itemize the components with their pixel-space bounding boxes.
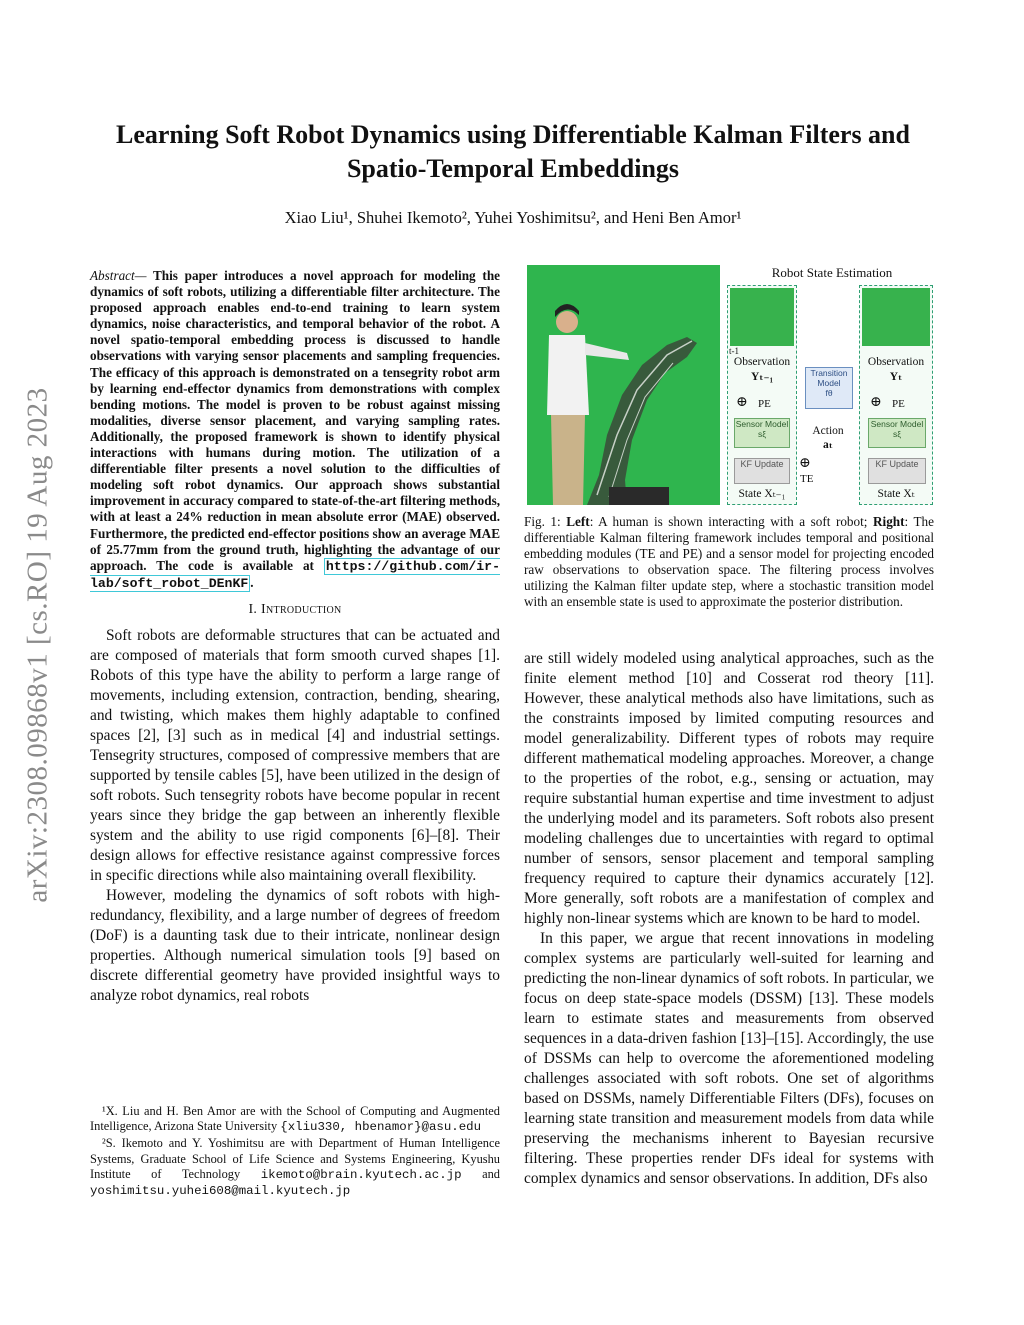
section-heading-introduction (90, 602, 500, 618)
abstract (90, 268, 500, 592)
thumbnail-prev (730, 288, 794, 346)
transition-model (805, 367, 853, 409)
action-label: Action (812, 425, 844, 437)
footnote-2 (90, 1136, 500, 1199)
transition-model-text: Transition Model (810, 368, 848, 388)
caption-part-1: : A human is shown interacting with a soft robot; (589, 514, 873, 529)
y-cur-label: Yₜ (889, 371, 903, 383)
abstract-text: This paper introduces a novel approach for modeling the dynamics of soft robots, utilizing a differentiable filter architecture. The proposed approach enables end-to-end training to learn system dynamics, noise characteristics, and temporal behavior of the robot. A novel spatio-temporal embedding process is discussed to handle observations with varying sensor placements and sampling frequencies. The efficacy of this approach is demonstrated on a tensegrity robot arm by learning end-effector dynamics from demonstrations with complex bending motions. The model is proven to be robust against missing modalities, diverse sensor placement, and varying sampling rates. Additionally, the proposed framework is shown to identify physical interactions with humans during motion. The utilization of a differentiable filter presents a novel solution to the difficulties of modeling soft robot dynamics. Our approach shows substantial improvement in accuracy compared to state-of-the-art filtering methods, with at least a 24% reduction in mean absolute error (MAE) observed. Furthermore, the predicted end-effector positions show an average MAE of 25.77mm from the ground truth, highlighting the advantage of our approach. The code is available at (90, 268, 500, 573)
author-list: Xiao Liu¹, Shuhei Ikemoto², Yuhei Yoshimitsu², and Heni Ben Amor¹ (284, 208, 742, 227)
arxiv-sidebar (8, 345, 68, 945)
paper-title (80, 118, 946, 186)
te-label: TE (800, 473, 814, 485)
thumbnail-cur (862, 288, 930, 346)
photo-illustration (527, 265, 720, 505)
timestep-cur-box (859, 285, 933, 505)
footnote-1-text: ¹X. Liu and H. Ben Amor are with the School of Computing and Augmented Intelligence, Arizona State University (90, 1104, 500, 1134)
footnote-2-email-1: ikemoto@brain.kyutech.ac.jp (260, 1167, 462, 1182)
kf-update-prev: KF Update (734, 458, 790, 484)
footnotes (90, 1104, 500, 1200)
caption-part-2: : The differentiable Kalman filtering framework includes temporal and positional embedding modules (TE and PE) and a sensor model for projecting encoded raw observations to observation space. The filtering process involves utilizing the Kalman filter update step, where a stochastic transition model with an ensemble state is used to approximate the posterior distribution. (524, 514, 934, 610)
right-paragraph-1: are still widely modeled using analytical approaches, such as the finite element method [10] and Cosserat rod theory [11]. However, these analytical methods also have limitations, such as the constraints imposed by limited computing resources and model generalizability. Different types of robots may require different mathematical modeling approaches. Moreover, a change to the properties of the robot, e.g., sensing or actuation, may require substantial human expertise and time investment to adjust the underlying model and its parameters. Soft robots also present modeling challenges due to uncertainties with regard to optimal number of sensors, sensor placement and temporal sampling frequency required to capture their dynamics accurately [12]. More generally, soft robots are a manifestation of complex and highly non-linear systems which are known to be hard to model. (524, 650, 934, 927)
intro-paragraph-2: However, modeling the dynamics of soft robots with high-redundancy, flexibility, and a large number of degrees of freedom (DoF) is a daunting task due to their intricate, nonlinear design properties. Although numerical simulation tools [9] based on discrete differential geometry have provided insightful ways to analyze robot dynamics, real robots (90, 886, 500, 1004)
pe-prev-label: PE (758, 398, 771, 410)
title-line-2: Spatio-Temporal Embeddings (346, 154, 680, 183)
caption-left-label: Left (566, 514, 590, 529)
oplus-prev: ⊕ (736, 395, 748, 410)
timestep-prev-label: t-1 (729, 346, 739, 356)
figure-1 (527, 265, 934, 505)
f-theta: fθ (825, 388, 833, 398)
footnote-2-text: ²S. Ikemoto and Y. Yoshimitsu are with Department of Human Intelligence Systems, Graduate School of Life Science and Systems Engineering, Kyushu Institute of Technology (90, 1136, 500, 1181)
code-link[interactable]: https://github.com/ir-lab/soft_robot_DEnKF (90, 558, 500, 591)
sensor-model-prev (734, 418, 790, 448)
caption-prefix: Fig. 1: (524, 514, 567, 529)
timestep-prev-box (727, 285, 797, 505)
s-xi-prev: sξ (757, 429, 767, 439)
footnote-2-email-2: yoshimitsu.yuhei608@mail.kyutech.jp (90, 1184, 351, 1199)
sensor-model-cur-text: Sensor Model (870, 419, 924, 429)
y-prev-label: Yₜ₋₁ (750, 371, 774, 383)
observation-cur-label: Observation (867, 356, 925, 368)
robot-photo (527, 265, 720, 505)
sensor-model-prev-text: Sensor Model (735, 419, 789, 429)
abstract-end: . (250, 574, 254, 590)
oplus-mid: ⊕ (799, 456, 811, 471)
oplus-cur: ⊕ (870, 395, 882, 410)
title-line-1: Learning Soft Robot Dynamics using Differentiable Kalman Filters and (116, 120, 910, 149)
state-cur-label: State Xₜ (877, 488, 915, 500)
right-paragraph-2: In this paper, we argue that recent innovations in modeling complex systems are particularly well-suited for learning and predicting the non-linear dynamics of soft robots. In particular, we focus on deep state-space models (DSSM) [13]. These models learn to estimate states and measurements from observed sequences in a data-driven fashion [13]–[15]. Accordingly, the use of DSSMs can help to overcome the aforementioned modeling challenges associated with soft robots. One set of algorithms based on DSSMs, namely Differentiable Filters (DFs), focuses on learning state transition and measurement models from data while preserving the mechanisms inherent to Bayesian recursive filtering. These properties render DFs ideal for systems with complex dynamics and sensor observations. In addition, DFs also (524, 930, 934, 1187)
caption-right-label: Right (873, 514, 905, 529)
footnote-1-email: {xliu330, hbenamor}@asu.edu (280, 1120, 482, 1135)
footnote-1 (90, 1104, 500, 1135)
section-number: I. (248, 601, 258, 617)
kf-update-cur: KF Update (868, 458, 926, 484)
footnote-2-sep: and (461, 1166, 500, 1181)
state-prev-label: State Xₜ₋₁ (738, 488, 786, 500)
right-column (524, 649, 934, 1189)
pe-cur-label: PE (892, 398, 905, 410)
observation-prev-label: Observation (733, 356, 791, 368)
arxiv-identifier: arXiv:2308.09868v1 [cs.RO] 19 Aug 2023 (21, 387, 54, 903)
left-column (90, 268, 500, 1006)
figure-caption (524, 514, 934, 611)
section-title: Introduction (261, 601, 342, 617)
abstract-lead: Abstract— (90, 268, 147, 283)
s-xi-cur: sξ (892, 429, 902, 439)
panel-title: Robot State Estimation (771, 265, 893, 280)
a-t-label: aₜ (822, 439, 833, 451)
sensor-model-cur (868, 418, 926, 448)
intro-paragraph-1: Soft robots are deformable structures that can be actuated and are composed of materials that form smooth curved shapes [1]. Robots of this type have the ability to perform a large range of movements, including extension, contraction, bending, shearing, and twisting, which makes them highly adaptable to confined spaces [2], [3] such as in medical [4] and industrial settings. Tensegrity structures, composed of compressive members that are supported by tensile cables [5], have been utilized in the design of soft robots. Such tensegrity robots have become popular in recent years since they bridge the gap between an inherently flexible system and the ability to use rigid components [6]–[8]. Their design allows for effective resistance against compressive forces in specific directions while also maintaining overall flexibility. (90, 626, 500, 884)
